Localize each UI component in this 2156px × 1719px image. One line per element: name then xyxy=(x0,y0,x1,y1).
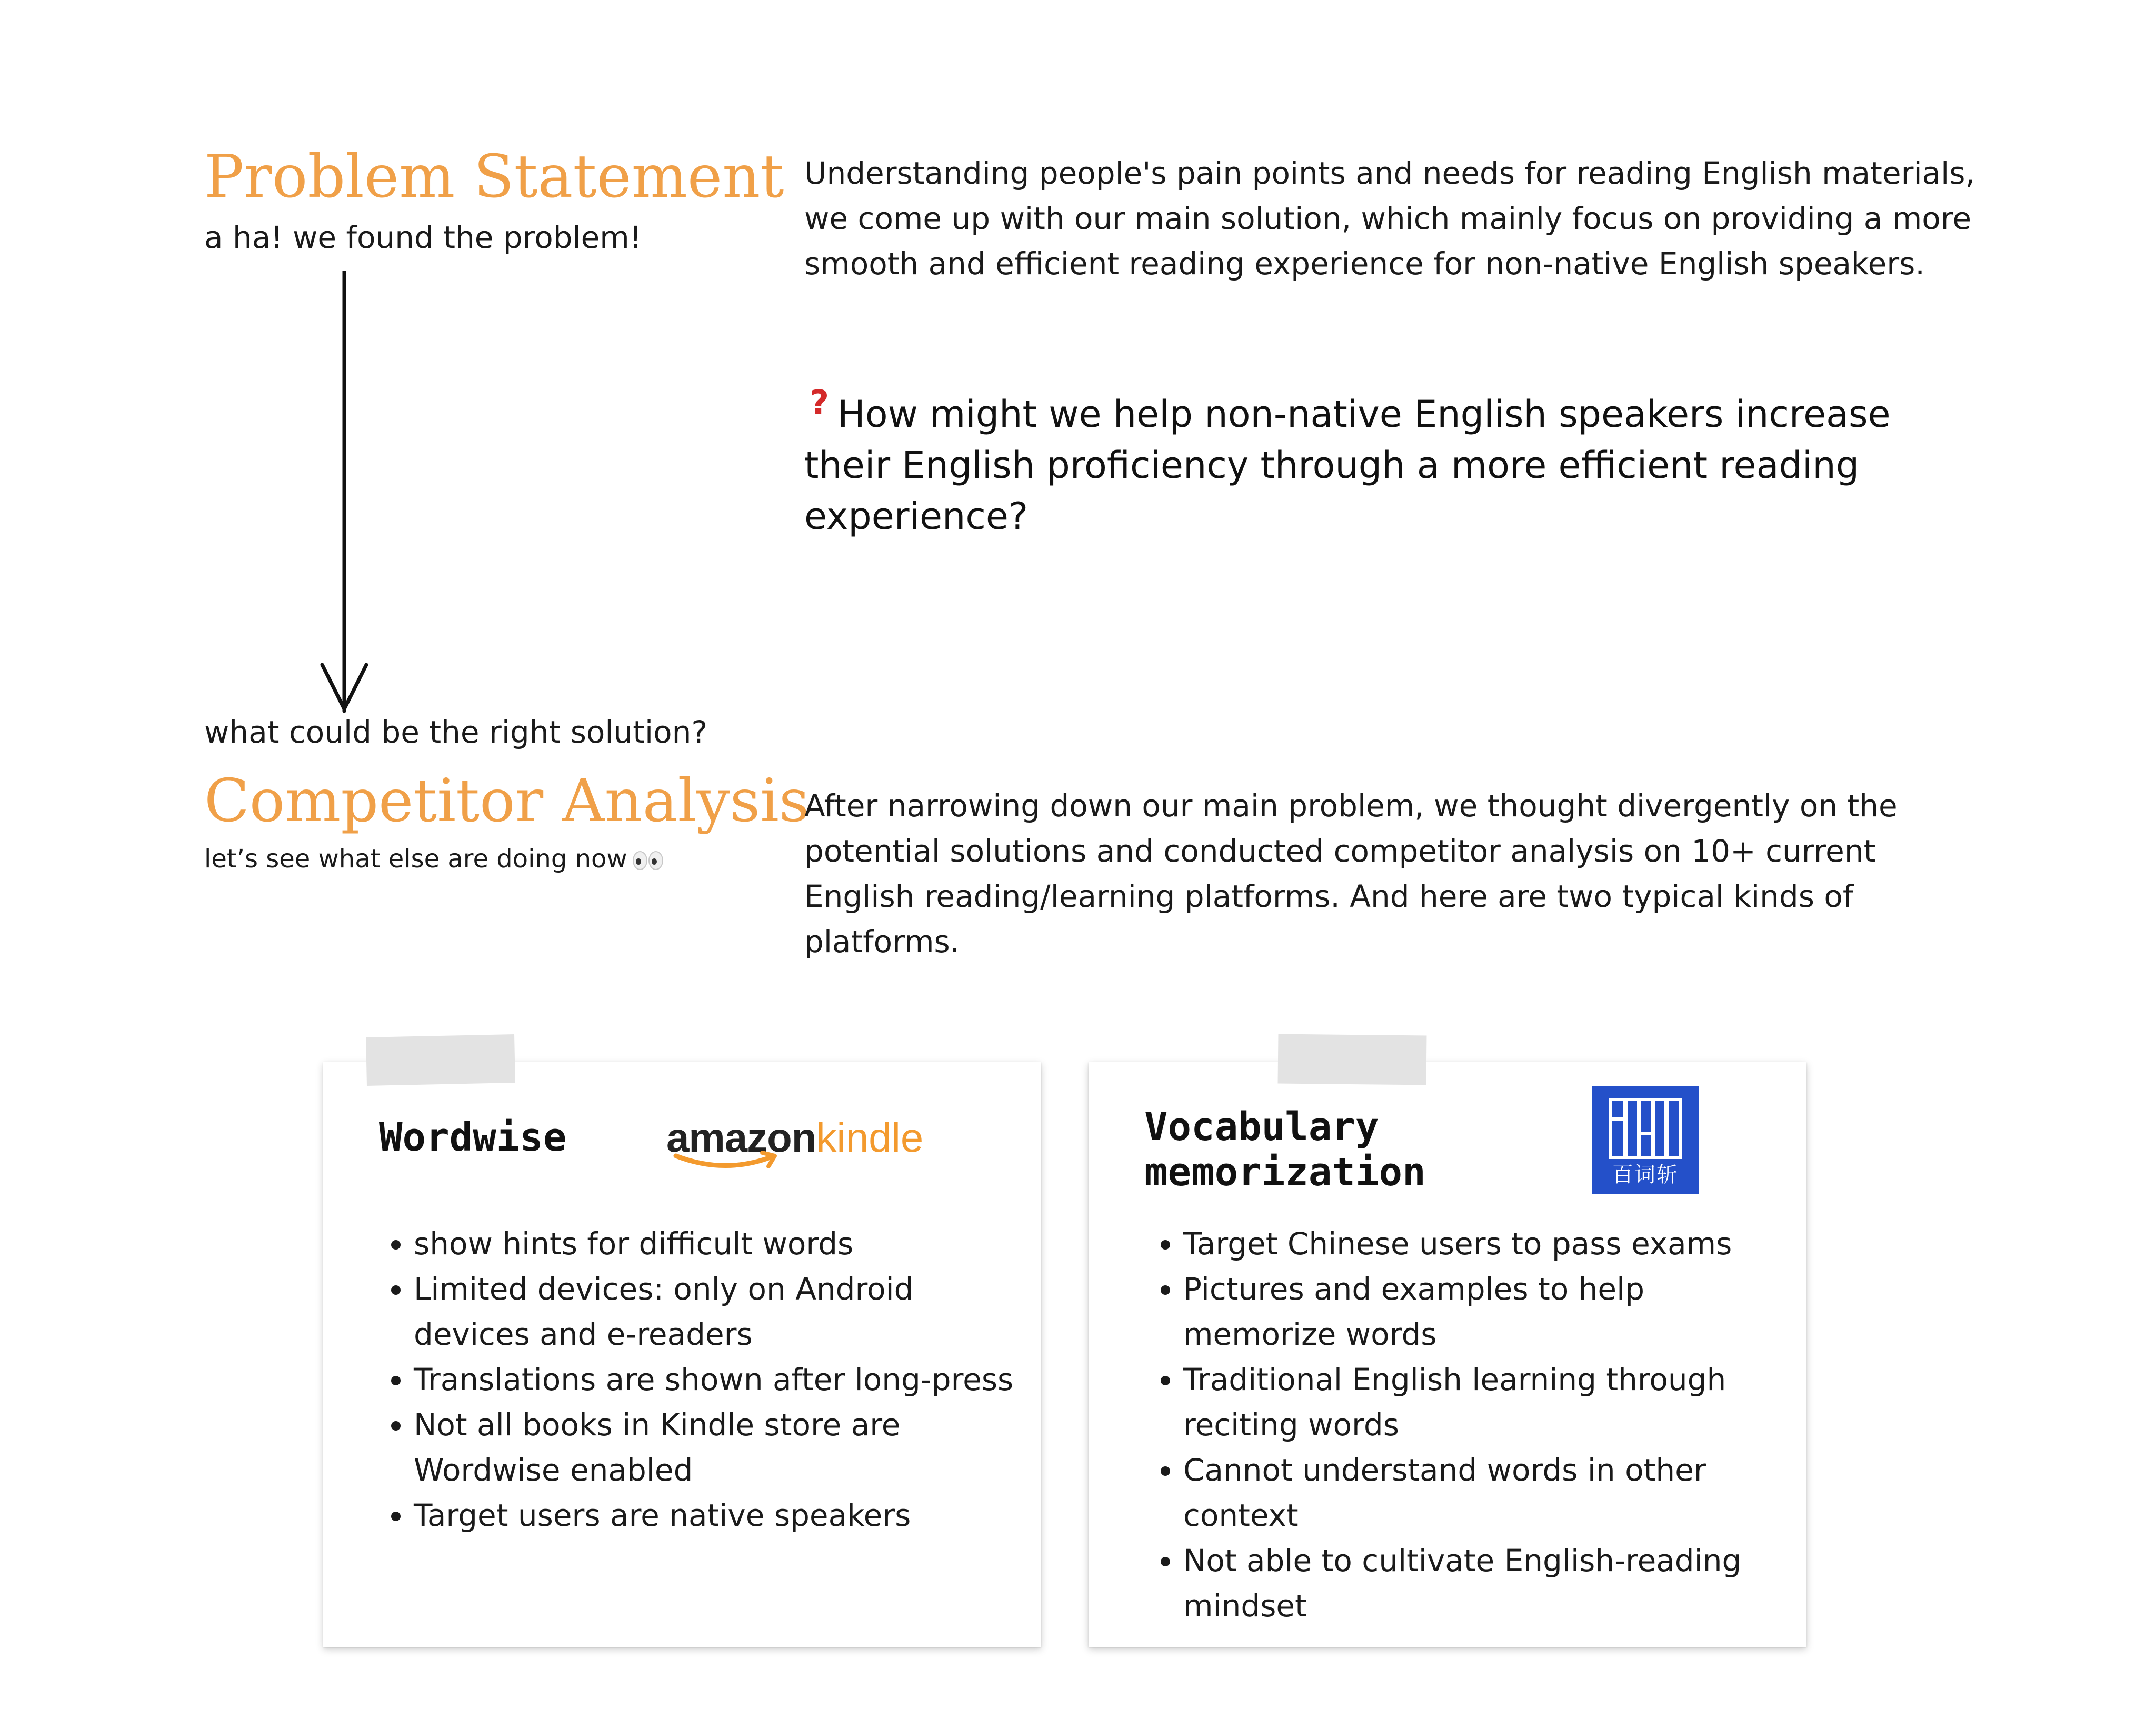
list-item: • Limited devices: only on Android devices and e-readers xyxy=(414,1266,1019,1357)
amazon-kindle-logo xyxy=(666,1114,924,1161)
transition-question: what could be the right solution? xyxy=(204,714,708,750)
eyes-icon xyxy=(633,851,663,870)
vocabulary-heading-line2: memorization xyxy=(1144,1150,1426,1195)
baicizhan-logo-text: 百词斩 xyxy=(1612,1163,1679,1187)
kindle-logo-text: kindle xyxy=(816,1114,924,1161)
how-might-we-text: How might we help non-native English speakers increase their English proficiency through a more efficient reading experience? xyxy=(804,393,1891,538)
baicizhan-bars-icon xyxy=(1609,1098,1682,1159)
list-item: • show hints for difficult words xyxy=(414,1221,1019,1266)
tape-decoration xyxy=(366,1034,515,1086)
competitor-analysis-subtitle xyxy=(204,846,663,872)
problem-statement-title: Problem Statement xyxy=(204,143,784,211)
question-mark-icon: ? xyxy=(810,384,830,423)
how-might-we-question xyxy=(804,378,1983,542)
list-item: • Cannot understand words in other context xyxy=(1183,1447,1799,1538)
list-item: • Target Chinese users to pass exams xyxy=(1183,1221,1799,1266)
wordwise-points xyxy=(380,1221,1019,1538)
problem-description: Understanding people's pain points and needs for reading English materials, we come up with our main solution, which mainly focus on providing a more smooth and efficient reading experience for non-native English speakers. xyxy=(804,155,1975,282)
wordwise-heading: Wordwise xyxy=(379,1115,567,1160)
tape-decoration xyxy=(1278,1034,1427,1085)
baicizhan-logo xyxy=(1592,1086,1699,1194)
down-arrow-icon xyxy=(313,271,376,713)
competitor-subtitle-text: let’s see what else are doing now xyxy=(204,844,627,874)
vocabulary-points xyxy=(1150,1221,1799,1628)
competitor-description: After narrowing down our main problem, we thought divergently on the potential solutions and conducted competitor analysis on 10+ current English reading/learning platforms. And here are two typical kinds of platforms. xyxy=(804,788,1898,960)
problem-statement-subtitle: a ha! we found the problem! xyxy=(204,219,642,255)
list-item: • Not able to cultivate English-reading mindset xyxy=(1183,1538,1799,1628)
amazon-logo-text: amazon xyxy=(666,1114,816,1161)
list-item: • Traditional English learning through reciting words xyxy=(1183,1357,1799,1447)
list-item: • Pictures and examples to help memorize words xyxy=(1183,1266,1799,1357)
competitor-analysis-title: Competitor Analysis xyxy=(204,767,810,835)
amazon-smile-icon xyxy=(672,1150,787,1176)
list-item: • Target users are native speakers xyxy=(414,1493,1019,1538)
list-item: • Translations are shown after long-press xyxy=(414,1357,1019,1402)
vocabulary-heading xyxy=(1144,1104,1426,1195)
list-item: • Not all books in Kindle store are Wordwise enabled xyxy=(414,1402,1019,1493)
vocabulary-heading-line1: Vocabulary xyxy=(1144,1104,1379,1150)
